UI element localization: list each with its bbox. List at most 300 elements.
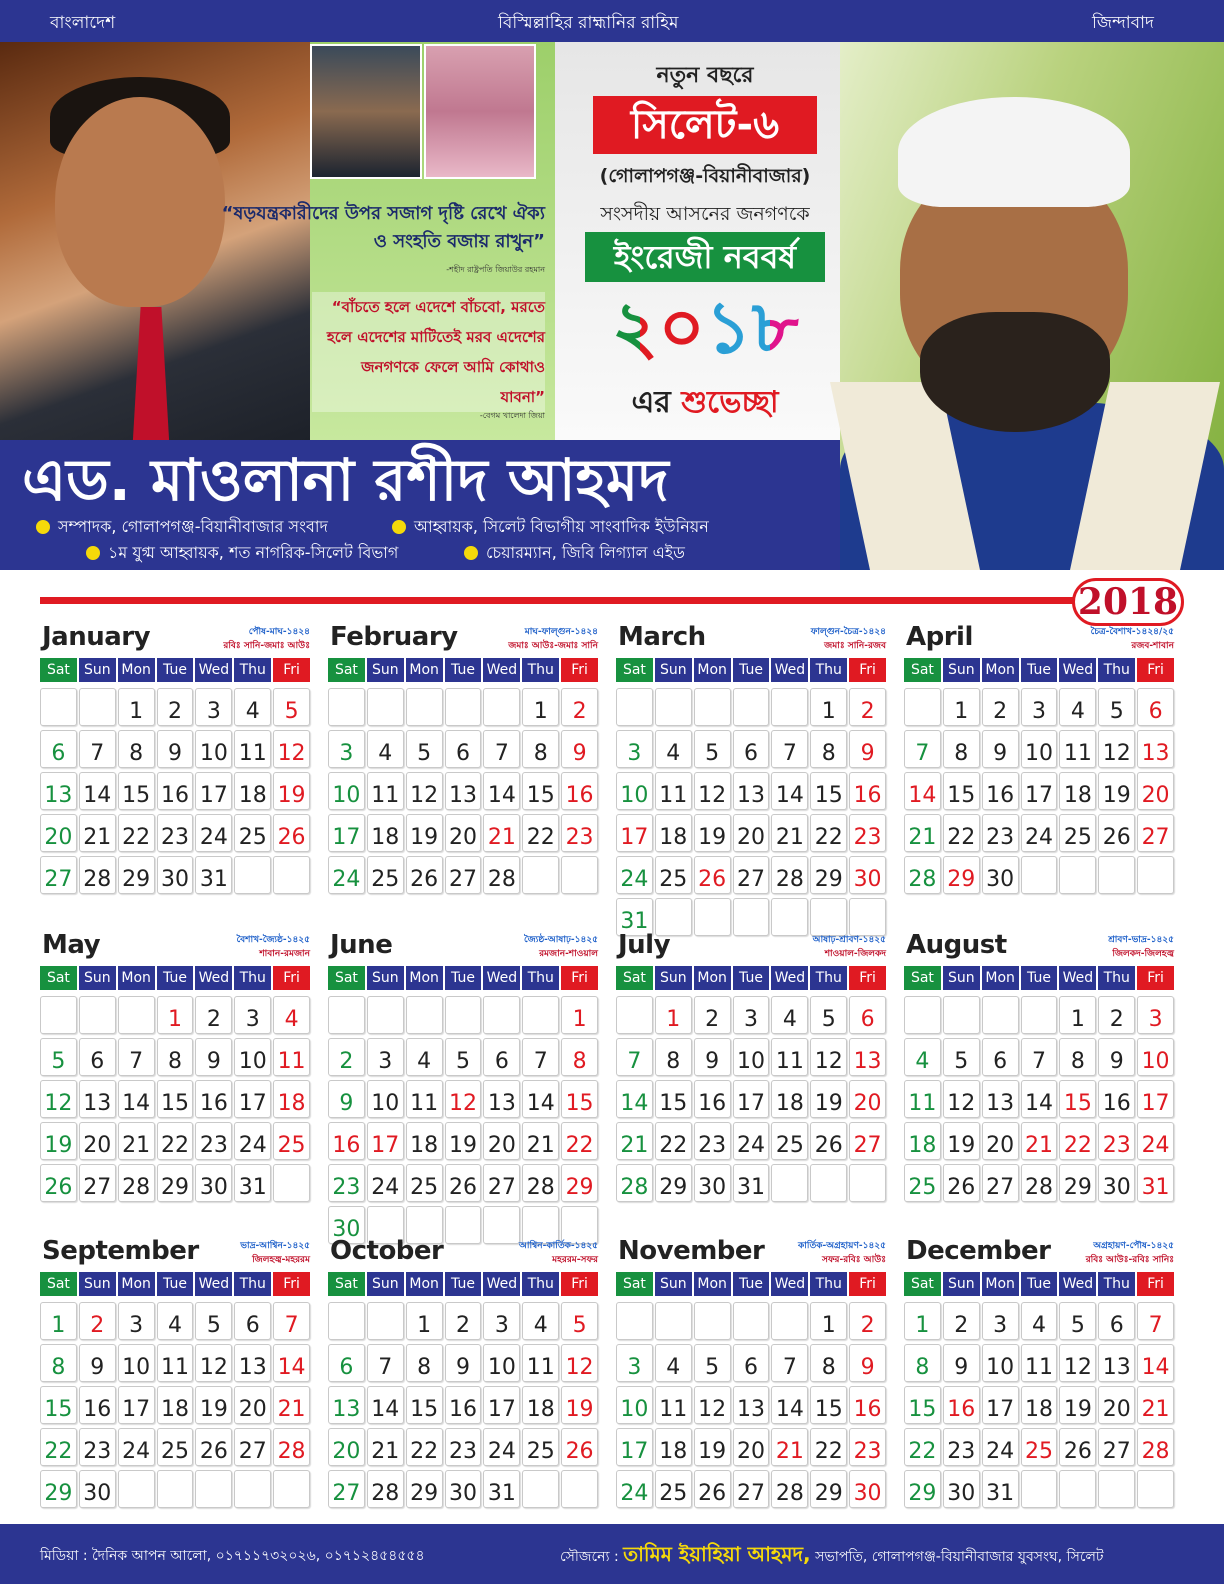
day-cell — [982, 1122, 1019, 1160]
day-number: 7 — [1148, 1313, 1163, 1338]
day-cell — [771, 1080, 808, 1118]
day-number: 24 — [371, 1175, 400, 1200]
day-cell — [810, 814, 847, 852]
day-cell — [40, 1164, 77, 1202]
weekday-tue: Tue — [445, 658, 482, 682]
day-cell — [561, 772, 598, 810]
weekday-sun: Sun — [79, 658, 116, 682]
day-cell — [328, 814, 365, 852]
day-cell — [40, 1344, 77, 1382]
empty-cell — [406, 996, 443, 1034]
day-cell — [849, 1344, 886, 1382]
day-number: 23 — [448, 1439, 477, 1464]
day-number: 23 — [947, 1439, 976, 1464]
day-cell — [616, 772, 653, 810]
day-number: 22 — [410, 1439, 439, 1464]
day-number: 8 — [129, 741, 144, 766]
day-number: 6 — [455, 741, 470, 766]
day-cell — [561, 730, 598, 768]
day-number: 21 — [908, 825, 937, 850]
day-number: 30 — [199, 1175, 228, 1200]
day-number: 19 — [1102, 783, 1131, 808]
day-cell — [904, 1038, 941, 1076]
day-cell — [328, 1386, 365, 1424]
portrait-right — [840, 42, 1224, 570]
day-cell — [273, 1038, 310, 1076]
day-number: 20 — [83, 1133, 112, 1158]
day-number: 9 — [339, 1091, 354, 1116]
day-cell — [561, 1038, 598, 1076]
day-cell — [118, 1344, 155, 1382]
day-cell — [522, 1302, 559, 1340]
weekday-fri: Fri — [273, 658, 310, 682]
month-name: January — [42, 622, 151, 652]
empty-cell — [406, 688, 443, 726]
day-cell — [157, 1344, 194, 1382]
day-number: 12 — [814, 1049, 843, 1074]
day-cell — [40, 1470, 77, 1508]
weekday-mon: Mon — [694, 966, 731, 990]
day-number: 9 — [90, 1355, 105, 1380]
day-number: 3 — [245, 1007, 260, 1032]
empty-cell — [616, 1302, 653, 1340]
day-number: 4 — [782, 1007, 797, 1032]
day-number: 17 — [620, 825, 649, 850]
title-tag-1: সম্পাদক, গোলাপগঞ্জ-বিয়ানীবাজার সংবাদ — [36, 514, 328, 541]
day-number: 24 — [1141, 1133, 1170, 1158]
day-number: 22 — [44, 1439, 73, 1464]
day-number: 2 — [1109, 1007, 1124, 1032]
day-number: 19 — [565, 1397, 594, 1422]
day-cell — [810, 730, 847, 768]
day-number: 14 — [122, 1091, 151, 1116]
day-cell — [733, 730, 770, 768]
day-cell — [1059, 1038, 1096, 1076]
weekday-thu: Thu — [522, 658, 559, 682]
day-cell — [943, 1386, 980, 1424]
day-number: 3 — [129, 1313, 144, 1338]
day-number: 26 — [277, 825, 306, 850]
day-number: 31 — [736, 1175, 765, 1200]
day-number: 18 — [908, 1133, 937, 1158]
day-cell — [810, 856, 847, 894]
day-cell — [904, 1302, 941, 1340]
day-cell — [234, 1080, 271, 1118]
day-cell — [1098, 730, 1135, 768]
day-number: 23 — [565, 825, 594, 850]
day-number: 16 — [1102, 1091, 1131, 1116]
weekday-wed: Wed — [483, 1272, 520, 1296]
day-cell — [771, 1038, 808, 1076]
day-cell — [367, 1428, 404, 1466]
day-number: 3 — [339, 741, 354, 766]
weekday-thu: Thu — [1098, 966, 1135, 990]
day-number: 15 — [526, 783, 555, 808]
day-cell — [273, 688, 310, 726]
title-tag-3: ১ম যুগ্ম আহ্বায়ক, শত নাগরিক-সিলেট বিভাগ — [86, 540, 398, 567]
day-cell — [157, 814, 194, 852]
day-cell — [655, 1470, 692, 1508]
day-number: 20 — [1102, 1397, 1131, 1422]
day-cell — [904, 1080, 941, 1118]
day-cell — [522, 1386, 559, 1424]
day-number: 17 — [122, 1397, 151, 1422]
weekday-tue: Tue — [733, 966, 770, 990]
arabic-months: জিলকদ-জিলহজ্ব — [1112, 949, 1174, 959]
weekday-thu: Thu — [234, 1272, 271, 1296]
day-cell — [1098, 814, 1135, 852]
day-number: 10 — [332, 783, 361, 808]
day-cell — [904, 772, 941, 810]
day-cell — [445, 1302, 482, 1340]
day-cell — [655, 730, 692, 768]
day-cell — [445, 1122, 482, 1160]
bengali-months: বৈশাখ-জ্যৈষ্ঠ-১৪২৫ — [236, 935, 310, 945]
day-cell — [943, 1344, 980, 1382]
day-number: 6 — [743, 1355, 758, 1380]
empty-cell — [1021, 996, 1058, 1034]
empty-cell — [445, 688, 482, 726]
day-cell — [522, 814, 559, 852]
bengali-months: চৈত্র-বৈশাখ-১৪২৪/২৫ — [1090, 627, 1174, 637]
day-cell — [445, 730, 482, 768]
footer-bar — [0, 1524, 1224, 1584]
day-number: 2 — [206, 1007, 221, 1032]
bengali-months: জ্যৈষ্ঠ-আষাঢ়-১৪২৫ — [524, 935, 598, 945]
day-cell — [273, 996, 310, 1034]
day-number: 26 — [448, 1175, 477, 1200]
day-number: 22 — [659, 1133, 688, 1158]
day-number: 29 — [160, 1175, 189, 1200]
day-cell — [195, 1344, 232, 1382]
weekday-mon: Mon — [982, 966, 1019, 990]
weekday-header — [40, 1272, 310, 1296]
day-cell — [328, 772, 365, 810]
weekday-header — [40, 658, 310, 682]
day-cell — [771, 772, 808, 810]
day-number: 21 — [371, 1439, 400, 1464]
empty-cell — [234, 1470, 271, 1508]
day-grid — [616, 688, 886, 936]
weekday-thu: Thu — [810, 658, 847, 682]
weekday-tue: Tue — [1021, 658, 1058, 682]
day-number: 14 — [526, 1091, 555, 1116]
day-cell — [849, 1302, 886, 1340]
day-number: 10 — [736, 1049, 765, 1074]
weekday-mon: Mon — [406, 658, 443, 682]
greeting-box — [555, 42, 855, 440]
day-cell — [771, 1428, 808, 1466]
day-cell — [1059, 1344, 1096, 1382]
day-number: 13 — [1141, 741, 1170, 766]
title-tag-4: চেয়ারম্যান, জিবি লিগ্যাল এইড — [464, 540, 685, 567]
day-number: 26 — [565, 1439, 594, 1464]
empty-cell — [40, 688, 77, 726]
day-number: 15 — [410, 1397, 439, 1422]
weekday-sat: Sat — [904, 658, 941, 682]
weekday-sun: Sun — [79, 1272, 116, 1296]
day-cell — [1137, 1122, 1174, 1160]
day-cell — [1059, 814, 1096, 852]
day-number: 22 — [526, 825, 555, 850]
empty-cell — [367, 996, 404, 1034]
day-number: 23 — [1102, 1133, 1131, 1158]
weekday-header — [328, 966, 598, 990]
day-cell — [655, 814, 692, 852]
day-number: 4 — [167, 1313, 182, 1338]
empty-cell — [273, 1470, 310, 1508]
day-number: 19 — [1063, 1397, 1092, 1422]
day-cell — [234, 1428, 271, 1466]
day-cell — [157, 688, 194, 726]
day-number: 17 — [736, 1091, 765, 1116]
day-cell — [771, 856, 808, 894]
day-number: 11 — [160, 1355, 189, 1380]
day-cell — [561, 814, 598, 852]
day-cell — [655, 1038, 692, 1076]
month-may — [40, 930, 310, 1210]
day-cell — [561, 1302, 598, 1340]
day-cell — [982, 814, 1019, 852]
day-number: 6 — [245, 1313, 260, 1338]
day-number: 11 — [238, 741, 267, 766]
area-label: (গোলাপগঞ্জ-বিয়ানীবাজার) — [599, 165, 811, 187]
day-number: 27 — [238, 1439, 267, 1464]
day-cell — [849, 1428, 886, 1466]
day-number: 1 — [129, 699, 144, 724]
day-cell — [1059, 1302, 1096, 1340]
month-name: November — [618, 1236, 765, 1266]
day-cell — [904, 1344, 941, 1382]
day-cell — [849, 814, 886, 852]
day-cell — [733, 856, 770, 894]
day-number: 8 — [572, 1049, 587, 1074]
day-cell — [328, 730, 365, 768]
day-number: 5 — [284, 699, 299, 724]
day-number: 13 — [448, 783, 477, 808]
day-cell — [982, 1428, 1019, 1466]
day-cell — [367, 814, 404, 852]
weekday-sat: Sat — [40, 658, 77, 682]
day-cell — [328, 1470, 365, 1508]
day-number: 6 — [743, 741, 758, 766]
day-cell — [118, 1428, 155, 1466]
day-cell — [367, 1164, 404, 1202]
day-number: 12 — [1063, 1355, 1092, 1380]
day-cell — [40, 856, 77, 894]
weekday-header — [616, 658, 886, 682]
day-number: 2 — [954, 1313, 969, 1338]
bengali-months: কার্তিক-অগ্রহায়ণ-১৪২৫ — [798, 1241, 886, 1251]
day-cell — [904, 1122, 941, 1160]
weekday-thu: Thu — [522, 1272, 559, 1296]
quote-2-source: -বেগম খালেদা জিয়া — [479, 411, 545, 420]
day-grid — [40, 996, 310, 1202]
weekday-tue: Tue — [1021, 1272, 1058, 1296]
greeting-line-1: নতুন বছরে — [656, 63, 754, 88]
weekday-header — [904, 966, 1174, 990]
day-grid — [904, 996, 1174, 1202]
empty-cell — [904, 996, 941, 1034]
day-cell — [157, 1164, 194, 1202]
day-number: 25 — [1024, 1439, 1053, 1464]
bullet-icon — [464, 546, 478, 560]
day-cell — [273, 772, 310, 810]
day-grid — [328, 996, 598, 1244]
month-october — [328, 1236, 598, 1516]
day-cell — [771, 1470, 808, 1508]
day-number: 16 — [986, 783, 1015, 808]
day-cell — [483, 1344, 520, 1382]
day-number: 7 — [782, 1355, 797, 1380]
empty-cell — [40, 996, 77, 1034]
day-number: 2 — [167, 699, 182, 724]
day-number: 8 — [954, 741, 969, 766]
day-cell — [1137, 1428, 1174, 1466]
day-number: 2 — [455, 1313, 470, 1338]
day-number: 15 — [814, 1397, 843, 1422]
day-number: 2 — [860, 699, 875, 724]
day-number: 9 — [860, 1355, 875, 1380]
day-number: 18 — [1063, 783, 1092, 808]
day-number: 1 — [167, 1007, 182, 1032]
day-number: 24 — [736, 1133, 765, 1158]
top-center-text: বিস্মিল্লাহির রাহ্মানির রাহিম — [498, 13, 679, 33]
day-number: 25 — [277, 1133, 306, 1158]
day-cell — [367, 1122, 404, 1160]
day-grid — [904, 688, 1174, 894]
weekday-tue: Tue — [1021, 966, 1058, 990]
day-cell — [849, 996, 886, 1034]
day-number: 13 — [238, 1355, 267, 1380]
day-cell — [157, 1386, 194, 1424]
weekday-header — [904, 658, 1174, 682]
day-number: 29 — [908, 1481, 937, 1506]
day-cell — [328, 1164, 365, 1202]
hero-section — [0, 42, 1224, 570]
day-cell — [195, 1080, 232, 1118]
day-cell — [616, 1080, 653, 1118]
day-cell — [118, 814, 155, 852]
day-number: 8 — [915, 1355, 930, 1380]
day-cell — [234, 1386, 271, 1424]
day-number: 25 — [371, 867, 400, 892]
day-number: 5 — [821, 1007, 836, 1032]
day-cell — [1021, 1302, 1058, 1340]
day-number: 11 — [1024, 1355, 1053, 1380]
day-number: 14 — [83, 783, 112, 808]
day-number: 24 — [332, 867, 361, 892]
day-cell — [234, 688, 271, 726]
arabic-months: রজব-শাবান — [1131, 641, 1174, 651]
day-cell — [810, 772, 847, 810]
day-cell — [328, 856, 365, 894]
media-credit: মিডিয়া : দৈনিক আপন আলো, ০১৭১১৭৩২০২৬, ০১৭১২৪৫৪৫৫৪ — [40, 1548, 425, 1564]
day-number: 19 — [44, 1133, 73, 1158]
day-number: 15 — [947, 783, 976, 808]
day-number: 26 — [199, 1439, 228, 1464]
day-cell — [157, 730, 194, 768]
day-number: 9 — [206, 1049, 221, 1074]
day-cell — [849, 730, 886, 768]
day-number: 15 — [122, 783, 151, 808]
day-cell — [40, 772, 77, 810]
greeting-line-3: সংসদীয় আসনের জনগণকে — [600, 203, 810, 225]
day-cell — [79, 1038, 116, 1076]
day-cell — [655, 1164, 692, 1202]
day-cell — [367, 1470, 404, 1508]
day-number: 10 — [986, 1355, 1015, 1380]
day-number: 5 — [1109, 699, 1124, 724]
day-number: 7 — [627, 1049, 642, 1074]
arabic-months: সফর-রবিঃ আউঃ — [822, 1255, 886, 1265]
weekday-sat: Sat — [40, 966, 77, 990]
day-number: 8 — [533, 741, 548, 766]
day-number: 20 — [487, 1133, 516, 1158]
day-number: 19 — [199, 1397, 228, 1422]
day-cell — [655, 856, 692, 894]
day-number: 12 — [410, 783, 439, 808]
month-january — [40, 622, 310, 902]
day-number: 30 — [332, 1217, 361, 1242]
empty-cell — [483, 688, 520, 726]
day-number: 2 — [90, 1313, 105, 1338]
day-number: 8 — [1070, 1049, 1085, 1074]
empty-cell — [234, 856, 271, 894]
day-cell — [1098, 1080, 1135, 1118]
day-cell — [118, 856, 155, 894]
day-number: 30 — [853, 1481, 882, 1506]
day-number: 19 — [698, 1439, 727, 1464]
day-number: 22 — [814, 825, 843, 850]
day-cell — [445, 1428, 482, 1466]
day-cell — [733, 1470, 770, 1508]
day-cell — [982, 856, 1019, 894]
day-cell — [904, 856, 941, 894]
day-number: 12 — [44, 1091, 73, 1116]
day-cell — [849, 856, 886, 894]
day-number: 15 — [908, 1397, 937, 1422]
weekday-tue: Tue — [157, 658, 194, 682]
day-cell — [157, 996, 194, 1034]
day-number: 16 — [160, 783, 189, 808]
day-cell — [655, 1080, 692, 1118]
day-cell — [904, 1164, 941, 1202]
wish-prefix: এর — [631, 385, 671, 420]
day-cell — [982, 772, 1019, 810]
day-number: 3 — [1148, 1007, 1163, 1032]
day-number: 3 — [206, 699, 221, 724]
day-cell — [1059, 1386, 1096, 1424]
day-number: 26 — [814, 1133, 843, 1158]
day-number: 2 — [572, 699, 587, 724]
weekday-thu: Thu — [1098, 658, 1135, 682]
day-number: 25 — [238, 825, 267, 850]
day-number: 6 — [1109, 1313, 1124, 1338]
day-cell — [694, 856, 731, 894]
day-number: 16 — [947, 1397, 976, 1422]
day-cell — [406, 1386, 443, 1424]
day-number: 25 — [659, 867, 688, 892]
day-cell — [1098, 996, 1135, 1034]
day-number: 13 — [44, 783, 73, 808]
weekday-wed: Wed — [483, 966, 520, 990]
day-number: 23 — [332, 1175, 361, 1200]
bengali-months: অগ্রহায়ণ-পৌষ-১৪২৫ — [1093, 1241, 1174, 1251]
day-cell — [1059, 1122, 1096, 1160]
day-number: 11 — [908, 1091, 937, 1116]
day-number: 25 — [160, 1439, 189, 1464]
